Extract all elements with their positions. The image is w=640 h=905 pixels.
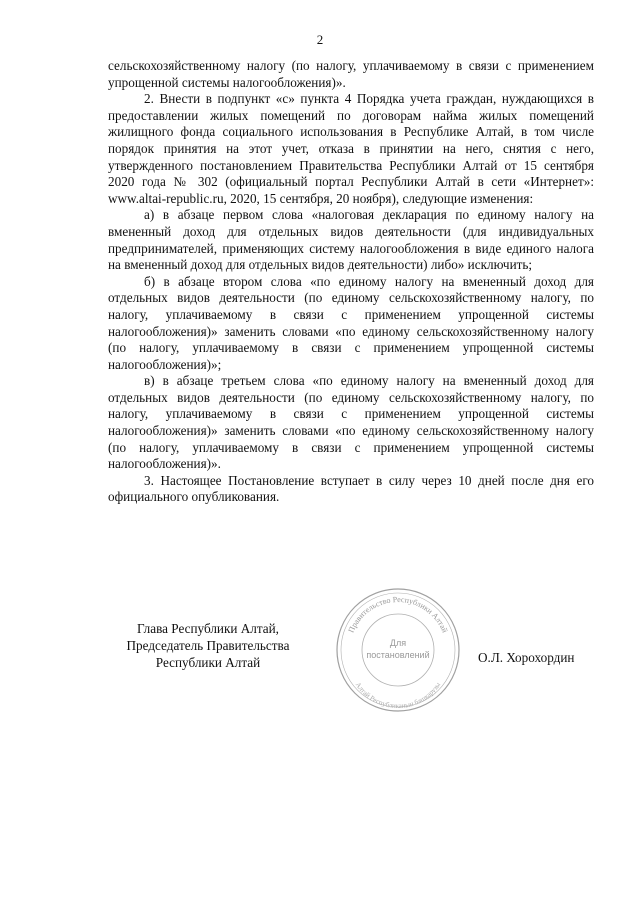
paragraph-continuation: сельскохозяйственному налогу (по налогу, уплачиваемому в связи с применением упрощенной системы налогообложения)». bbox=[108, 58, 594, 90]
seal-center-text-line2: постановлений bbox=[366, 650, 430, 660]
paragraph-item-2: 2. Внести в подпункт «с» пункта 4 Порядка учета граждан, нуждающихся в предоставлении жилых помещений по договорам найма жилых помещений жилищного фонда социального использования в Республике Алтай, в том числе порядок принятия на этот учет, отказа в принятии на него, снятия с него, утвержденного постановлением Правительства Республики Алтай от 15 сентября 2020 года № 302 (официальный портал Республики Алтай в сети «Интернет»: www.altai-republic.ru, 2020, 15 сентября, 20 ноября), следующие изменения: bbox=[108, 91, 594, 206]
seal-outer-text: Правительство Республики Алтай bbox=[346, 594, 450, 635]
paragraph-subitem-v: в) в абзаце третьем слова «по единому налогу на вмененный доход для отдельных видов деятельности (по единому сельскохозяйственному налогу, по налогу, уплачиваемому в связи с применением упрощенной системы налогообложения)» заменить словами «по единому сельскохозяйственному налогу (по налогу, уплачиваемому в связи с применением упрощенной системы налогообложения)». bbox=[108, 373, 594, 472]
paragraph-subitem-b: б) в абзаце втором слова «по единому налогу на вмененный доход для отдельных видов деятельности (по единому сельскохозяйственному налогу, по налогу, уплачиваемому в связи с применением упрощенной системы налогообложения)» заменить словами «по единому сельскохозяйственному налогу (по налогу, уплачиваемому в связи с применением упрощенной системы налогообложения)»; bbox=[108, 273, 594, 372]
paragraph-subitem-a: а) в абзаце первом слова «налоговая декларация по единому налогу на вмененный доход для отдельных видов деятельности (для индивидуальных предпринимателей, применяющих систему налогообложения в виде единого налога на вмененный доход для отдельных видов деятельности) либо» исключить; bbox=[108, 207, 594, 273]
official-seal bbox=[334, 586, 462, 714]
seal-outer-text-bottom: Алтай Республиканын башкарузы bbox=[353, 680, 443, 711]
signatory-position bbox=[108, 620, 308, 671]
signatory-position-line: Глава Республики Алтай, bbox=[137, 621, 279, 636]
signatory-position-line: Председатель Правительства bbox=[126, 638, 290, 653]
paragraph-item-3: 3. Настоящее Постановление вступает в силу через 10 дней после дня его официального опубликования. bbox=[108, 472, 594, 505]
signatory-name: О.Л. Хорохордин bbox=[478, 650, 575, 665]
seal-center-text-line1: Для bbox=[389, 638, 407, 648]
signatory-position-line: Республики Алтай bbox=[155, 655, 261, 670]
page-number: 2 bbox=[316, 32, 324, 47]
document-body bbox=[108, 58, 594, 506]
